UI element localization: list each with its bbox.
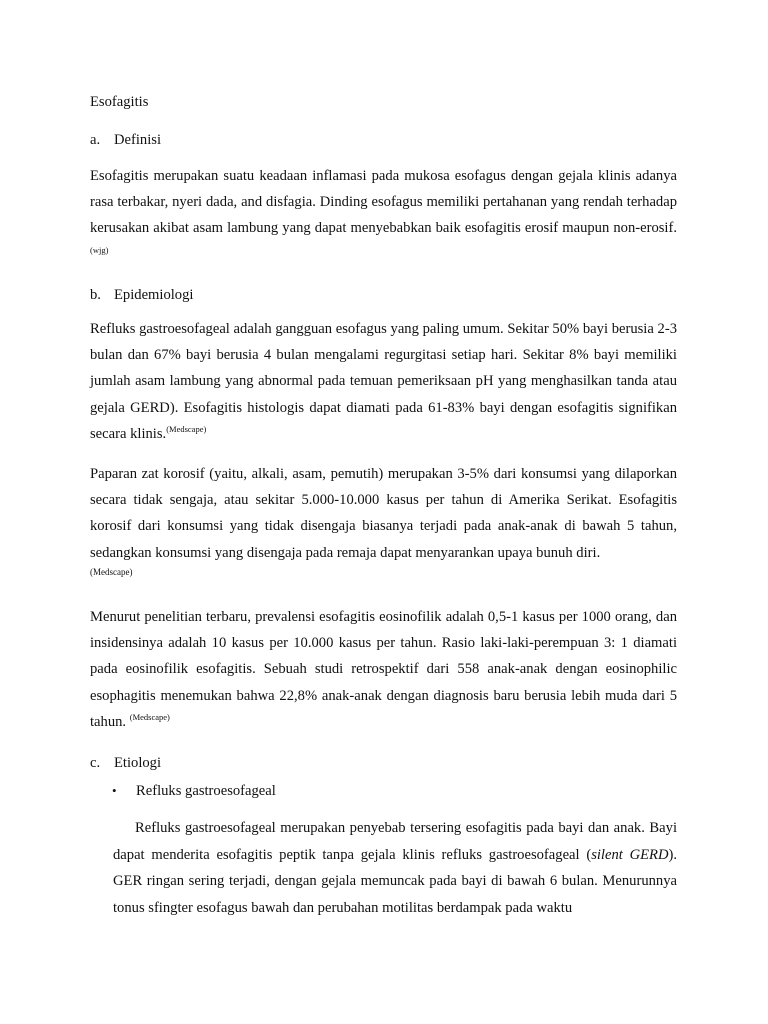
section-heading-epidemiologi (90, 285, 193, 305)
document-title: Esofagitis (90, 94, 149, 110)
paragraph-text: Esofagitis merupakan suatu keadaan inflamasi pada mukosa esofagus dengan gejala klinis adanya rasa terbakar, nyeri dada, and disfagia. Dinding esofagus memiliki pertahanan yang rendah terhadap kerusakan akibat asam lambung yang dapat menyebabkan baik esofagitis erosif maupun non-erosif. (90, 168, 677, 237)
paragraph-etiologi (113, 815, 677, 921)
section-number: a. (90, 132, 101, 148)
paragraph-text: Paparan zat korosif (yaitu, alkali, asam, pemutih) merupakan 3-5% dari konsumsi yang dilaporkan secara tidak sengaja, atau sekitar 5.000-10.000 kasus per tahun di Amerika Serikat. Esofagitis korosif dari konsumsi yang tidak disengaja biasanya terjadi pada anak-anak di bawah 5 tahun, sedangkan konsumsi yang disengaja pada remaja dapat menyarankan upaya bunuh diri. (90, 466, 677, 561)
citation: (wjg) (90, 244, 109, 255)
section-number: c. (90, 755, 101, 771)
italic-term: silent GERD (591, 846, 669, 863)
paragraph-epidemiologi-2 (90, 461, 677, 578)
paragraph-text: Refluks gastroesofageal merupakan penyebab tersering esofagitis pada bayi dan anak. Bayi dapat menderita esofagitis peptik tanpa gejala klinis refluks gastroesofageal ( (113, 820, 677, 863)
section-title: Definisi (114, 132, 162, 148)
bullet-text: Refluks gastroesofageal (136, 783, 276, 799)
citation: (Medscape) (90, 566, 133, 577)
paragraph-epidemiologi-3 (90, 604, 677, 735)
bullet-icon: • (112, 783, 117, 798)
paragraph-epidemiologi-1 (90, 316, 677, 447)
section-number: b. (90, 287, 101, 303)
section-heading-etiologi (90, 753, 161, 773)
paragraph-text: Refluks gastroesofageal adalah gangguan esofagus yang paling umum. Sekitar 50% bayi berusia 2-3 bulan dan 67% bayi berusia 4 bulan mengalami regurgitasi setiap hari. Sekitar 8% bayi memiliki jumlah asam lambung yang abnormal pada temuan pemeriksaan pH yang menghasilkan tanda atau gejala GERD). Esofagitis histologis dapat diamati pada 61-83% bayi dengan esofagitis signifikan secara klinis. (90, 321, 677, 442)
citation: (Medscape) (166, 423, 207, 434)
section-title: Etiologi (114, 755, 162, 771)
paragraph-definisi (90, 163, 677, 268)
paragraph-text: Menurut penelitian terbaru, prevalensi esofagitis eosinofilik adalah 0,5-1 kasus per 1000 orang, dan insidensinya adalah 10 kasus per 10.000 kasus per tahun. Rasio laki-laki-perempuan 3: 1 diamati pada eosinofilik esofagitis. Sebuah studi retrospektif dari 558 anak-anak dengan eosinophilic esophagitis menemukan bahwa 22,8% anak-anak dengan diagnosis baru berusia lebih muda dari 5 tahun. (90, 609, 677, 730)
citation: (Medscape) (129, 711, 170, 722)
paragraph-text-cont: ). GER ringan sering terjadi, dengan gejala memuncak pada bayi di bawah 6 bulan. Menurunnya tonus sfingter esofagus bawah dan perubahan motilitas berdampak pada waktu (113, 846, 677, 916)
section-title: Epidemiologi (114, 287, 194, 303)
section-heading-definisi (90, 130, 161, 150)
bullet-item (112, 781, 276, 801)
